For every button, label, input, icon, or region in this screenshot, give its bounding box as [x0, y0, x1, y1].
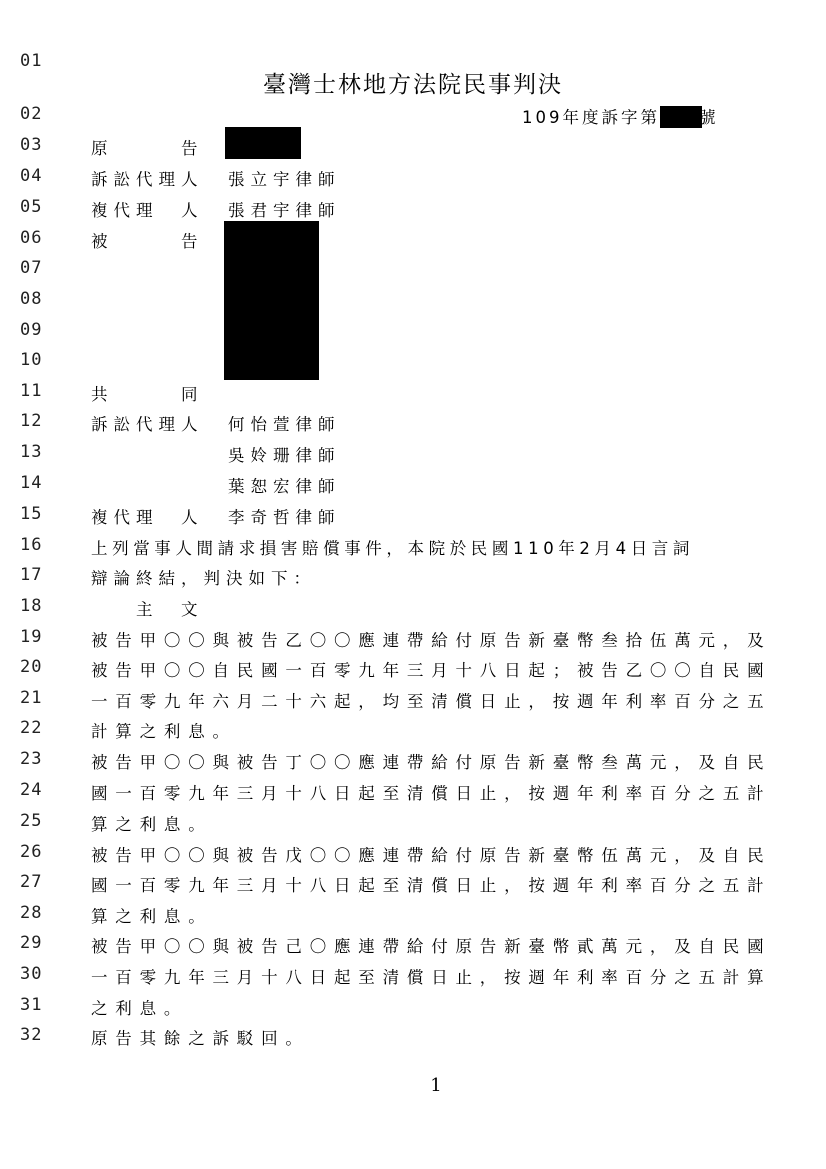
joint-agent-label: 訴訟代理人 — [91, 415, 204, 434]
body-line: 被告甲〇〇與被告戊〇〇應連帶給付原告新臺幣伍萬元，及自民 — [91, 846, 772, 865]
body-line: 國一百零九年三月十八日起至清償日止，按週年利率百分之五計 — [91, 876, 772, 895]
body-line: 一百零九年六月二十六起，均至清償日止，按週年利率百分之五 — [91, 692, 772, 711]
main-heading: 主 文 — [91, 600, 204, 619]
line-number: 14 — [20, 473, 43, 493]
body-line: 計算之利息。 — [91, 722, 237, 741]
body-line: 辯論終結，判決如下： — [91, 569, 316, 588]
defendant-label: 被 告 — [91, 232, 204, 251]
line-number: 09 — [20, 320, 43, 340]
line-number: 06 — [20, 228, 43, 248]
line-number: 03 — [20, 135, 43, 155]
case-number — [522, 104, 719, 128]
plaintiff-name-redaction — [225, 127, 301, 159]
case-number-redaction — [660, 106, 702, 128]
line-number: 10 — [20, 350, 43, 370]
joint-sub-agent-label: 複代理 人 — [91, 508, 204, 527]
body-line: 算之利息。 — [91, 815, 213, 834]
body-line: 一百零九年三月十八日起至清償日止，按週年利率百分之五計算 — [91, 968, 772, 987]
line-number: 26 — [20, 842, 43, 862]
plaintiff-label: 原 告 — [91, 139, 204, 158]
defendant-names-redaction — [224, 221, 319, 380]
line-number: 18 — [20, 596, 43, 616]
joint-label: 共 同 — [91, 385, 204, 404]
agent-name: 張立宇律師 — [228, 170, 341, 189]
joint-sub-agent-name: 李奇哲律師 — [228, 508, 341, 527]
body-line: 國一百零九年三月十八日起至清償日止，按週年利率百分之五計 — [91, 784, 772, 803]
line-number: 02 — [20, 104, 43, 124]
body-line: 被告甲〇〇與被告乙〇〇應連帶給付原告新臺幣叁拾伍萬元，及 — [91, 631, 772, 650]
line-number: 07 — [20, 258, 43, 278]
line-number: 20 — [20, 657, 43, 677]
body-line: 原告其餘之訴駁回。 — [91, 1029, 310, 1048]
body-line: 算之利息。 — [91, 907, 213, 926]
line-number: 08 — [20, 289, 43, 309]
line-number: 32 — [20, 1025, 43, 1045]
body-line: 被告甲〇〇與被告己〇應連帶給付原告新臺幣貳萬元，及自民國 — [91, 937, 772, 956]
line-number: 25 — [20, 811, 43, 831]
line-number: 12 — [20, 411, 43, 431]
case-number-suffix: 號 — [699, 108, 719, 127]
line-number: 21 — [20, 688, 43, 708]
line-number: 28 — [20, 903, 43, 923]
line-number: 19 — [20, 627, 43, 647]
line-number: 15 — [20, 504, 43, 524]
body-line: 上列當事人間請求損害賠償事件，本院於民國110年2月4日言詞 — [91, 539, 694, 558]
agent-label: 訴訟代理人 — [91, 170, 204, 189]
line-number: 04 — [20, 166, 43, 186]
line-number: 01 — [20, 51, 43, 71]
body-line: 被告甲〇〇自民國一百零九年三月十八日起；被告乙〇〇自民國 — [91, 661, 772, 680]
line-number: 29 — [20, 933, 43, 953]
body-line: 之利息。 — [91, 999, 189, 1018]
joint-agent-2: 吳姈珊律師 — [228, 446, 341, 465]
line-number: 16 — [20, 535, 43, 555]
line-number: 13 — [20, 442, 43, 462]
sub-agent-name: 張君宇律師 — [228, 201, 341, 220]
line-number: 30 — [20, 964, 43, 984]
body-line: 被告甲〇〇與被告丁〇〇應連帶給付原告新臺幣叁萬元，及自民 — [91, 753, 772, 772]
page-title: 臺灣士林地方法院民事判決 — [263, 72, 563, 98]
line-number: 05 — [20, 197, 43, 217]
line-number: 27 — [20, 872, 43, 892]
line-number: 17 — [20, 565, 43, 585]
line-number: 11 — [20, 381, 43, 401]
line-number: 23 — [20, 749, 43, 769]
case-number-prefix: 109年度訴字第 — [522, 108, 660, 127]
joint-agent-3: 葉恕宏律師 — [228, 477, 341, 496]
sub-agent-label: 複代理 人 — [91, 201, 204, 220]
line-number: 24 — [20, 780, 43, 800]
line-number: 22 — [20, 718, 43, 738]
joint-agent-1: 何怡萱律師 — [228, 415, 341, 434]
page-number: 1 — [430, 1075, 442, 1096]
line-number: 31 — [20, 995, 43, 1015]
